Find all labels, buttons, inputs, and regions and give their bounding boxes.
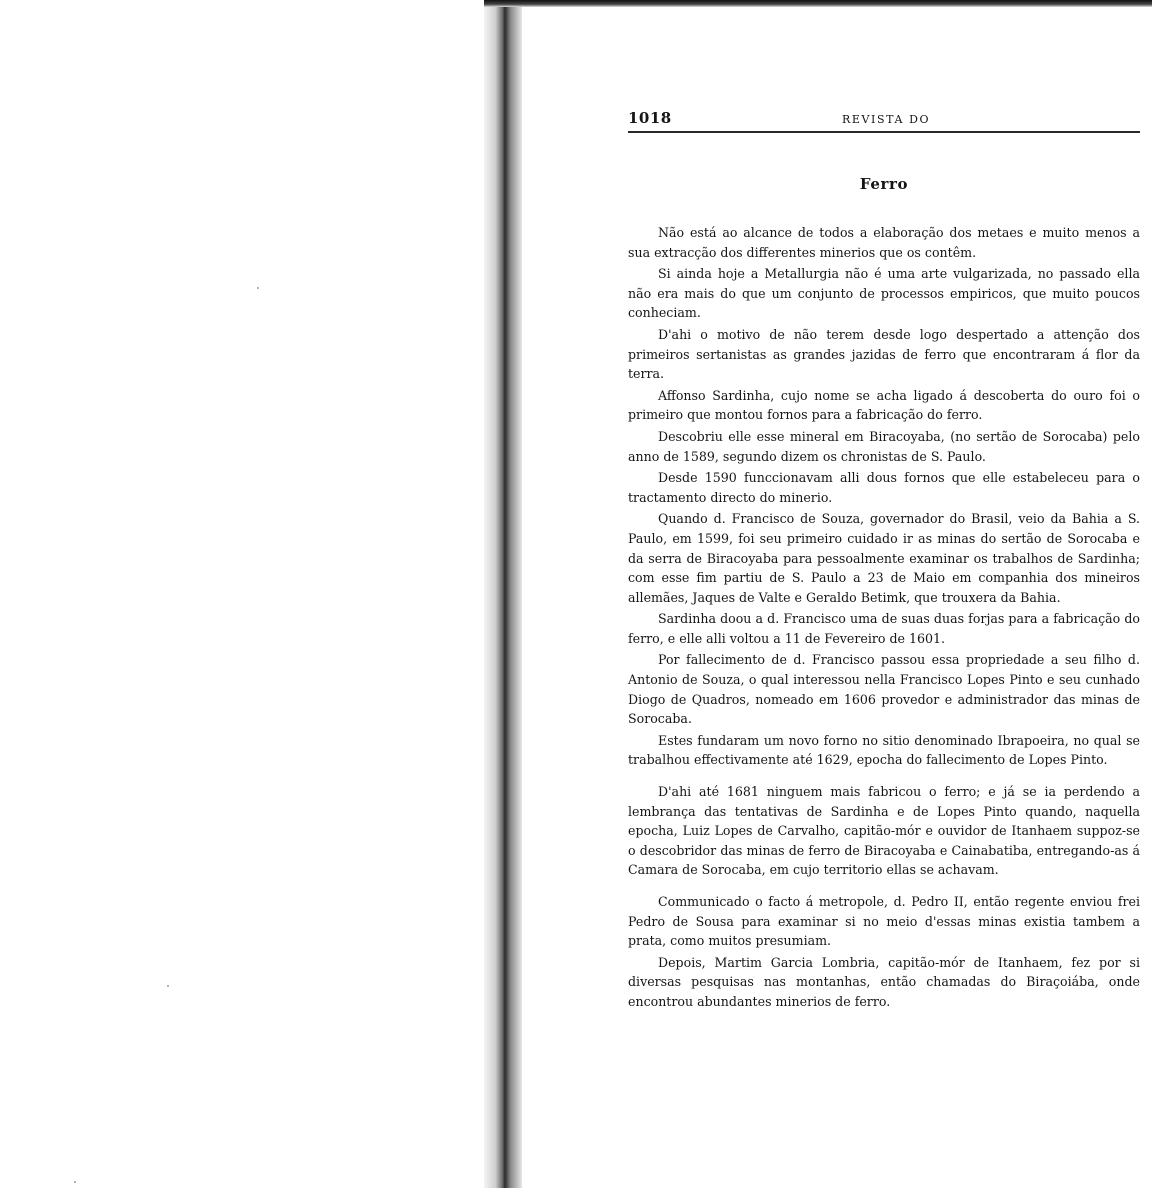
paragraph: Depois, Martim Garcia Lombria, capitão-mór de Itanhaem, fez por si diversas pesquisas nas montanhas, então chamadas do Biraçoiába, onde encontrou abundantes minerios de ferro. — [628, 954, 1140, 1009]
article-body — [628, 223, 1140, 1014]
paper-speck — [74, 1181, 76, 1183]
paragraph: Não está ao alcance de todos a elaboração dos metaes e muito menos a sua extracção dos differentes minerios que os contêm. — [628, 225, 1140, 260]
page-top-edge — [484, 0, 1152, 7]
paragraph: D'ahi até 1681 ninguem mais fabricou o ferro; e já se ia perdendo a lembrança das tentativas de Sardinha e de Lopes Pinto quando, naquella epocha, Luiz Lopes de Carvalho, capitão-mór e ouvidor de Itanhaem suppoz-se o descobridor das minas de ferro de Biracoyaba e Cainabatiba, entregando-as á Camara de Sorocaba, em cujo territorio ellas se achavam. — [628, 784, 1140, 878]
left-blank-page — [0, 0, 484, 1188]
paper-speck — [257, 287, 259, 289]
paragraph: D'ahi o motivo de não terem desde logo despertado a attenção dos primeiros sertanistas as grandes jazidas de ferro que encontraram á flor da terra. — [628, 326, 1140, 382]
paragraph: Affonso Sardinha, cujo nome se acha ligado á descoberta do ouro foi o primeiro que montou fornos para a fabricação do ferro. — [628, 387, 1140, 423]
paragraph: Estes fundaram um novo forno no sitio denominado Ibrapoeira, no qual se trabalhou effectivamente até 1629, epocha do fallecimento de Lopes Pinto. — [628, 732, 1140, 768]
paragraph: Sardinha doou a d. Francisco uma de suas duas forjas para a fabricação do ferro, e elle alli voltou a 11 de Fevereiro de 1601. — [628, 611, 1140, 646]
journal-title: REVISTA DO — [842, 113, 931, 126]
paragraph: Quando d. Francisco de Souza, governador do Brasil, veio da Bahia a S. Paulo, em 1599, foi seu primeiro cuidado ir as minas do sertão de Sorocaba e da serra de Biracoyaba para pessoalmente examinar os trabalhos de Sardinha; com esse fim partiu de S. Paulo a 23 de Maio em companhia dos mineiros allemães, Jaques de Valte e Geraldo Betimk, que trouxera da Bahia. — [628, 511, 1140, 605]
header-rule — [628, 131, 1140, 133]
paragraph: Communicado o facto á metropole, d. Pedro II, então regente enviou frei Pedro de Sousa para examinar si no meio d'essas minas existia tambem a prata, como muitos presumiam. — [628, 894, 1140, 949]
paragraph: Desde 1590 funccionavam alli dous fornos que elle estabeleceu para o tractamento directo do minerio. — [628, 470, 1140, 505]
running-head — [628, 107, 1140, 133]
paragraph: Si ainda hoje a Metallurgia não é uma arte vulgarizada, no passado ella não era mais do que um conjunto de processos empiricos, que muito poucos conheciam. — [628, 266, 1140, 321]
paragraph: Por fallecimento de d. Francisco passou essa propriedade a seu filho d. Antonio de Souza, o qual interessou nella Francisco Lopes Pinto e seu cunhado Diogo de Quadros, nomeado em 1606 provedor e administrador das minas de Sorocaba. — [628, 652, 1140, 727]
book-gutter — [484, 0, 522, 1188]
section-title: Ferro — [859, 175, 909, 193]
paragraph: Descobriu elle esse mineral em Biracoyaba, (no sertão de Sorocaba) pelo anno de 1589, segundo dizem os chronistas de S. Paulo. — [628, 428, 1140, 464]
paper-speck — [167, 985, 169, 987]
page-number: 1018 — [628, 109, 672, 127]
right-text-page — [522, 7, 1152, 1188]
